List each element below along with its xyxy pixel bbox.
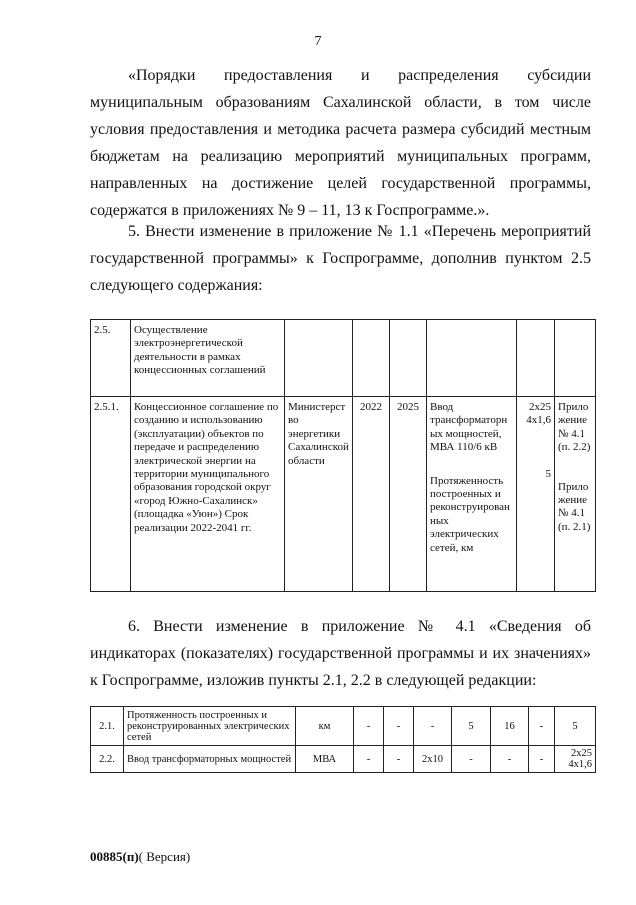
- value-2: 5: [545, 467, 551, 480]
- measures-table: [90, 319, 596, 592]
- value-1: 2x25 4x1,6: [526, 401, 551, 427]
- table-row: [91, 320, 596, 397]
- indicator-2: Протяженность построенных и реконструированных электрических сетей, км: [430, 474, 510, 554]
- paragraph-item-5: 5. Внести изменение в приложение № 1.1 «Перечень мероприятий государственной программы» к Госпрограмме, дополнив пунктом 2.5 следующего содержания:: [90, 223, 591, 294]
- reference-2: Приложение № 4.1 (п. 2.1): [558, 480, 591, 533]
- value-cell: -: [354, 746, 384, 773]
- start-year: 2022: [353, 397, 390, 592]
- document-code: 00885(п): [90, 849, 139, 864]
- version-label: ( Версия): [138, 849, 191, 864]
- unit: км: [296, 707, 354, 746]
- value-cell: 16: [491, 707, 529, 746]
- page-number: 7: [314, 34, 322, 49]
- value-cell: 5: [555, 707, 596, 746]
- refs-cell: [555, 397, 596, 592]
- value-cell: 2x10: [414, 746, 452, 773]
- table-row: [91, 746, 596, 773]
- executor: Министерство энергетики Сахалинской области: [285, 397, 353, 592]
- value-cell: -: [384, 746, 414, 773]
- reference-1: Приложение № 4.1 (п. 2.2): [558, 401, 591, 454]
- end-year: 2025: [390, 397, 427, 592]
- value-cell: 2x25 4x1,6: [555, 746, 596, 773]
- table-row: [91, 397, 596, 592]
- value-cell: -: [452, 746, 491, 773]
- footer: [90, 849, 190, 865]
- row-number: 2.5.1.: [91, 397, 131, 592]
- value-cell: -: [529, 746, 555, 773]
- value-cell: 5: [452, 707, 491, 746]
- paragraph-procedures: «Порядки предоставления и распределения субсидии муниципальным образованиям Сахалинской области, в том числе условия предоставления и методика расчета размера субсидий местным бюджетам на реализацию мероприятий муниципальных программ, направленных на достижение целей государственной программы, содержатся в приложениях № 9 – 11, 13 к Госпрограмме.».: [90, 67, 591, 219]
- value-cell: -: [384, 707, 414, 746]
- indicator-1: Ввод трансформаторных мощностей, МВА 110/6 кВ: [430, 401, 508, 454]
- row-number: 2.5.: [91, 320, 131, 397]
- table-row: [91, 707, 596, 746]
- indicator-name: Ввод трансформаторных мощностей: [124, 746, 296, 773]
- value-cell: -: [491, 746, 529, 773]
- value-cell: -: [414, 707, 452, 746]
- indicators-cell: [427, 397, 517, 592]
- value-cell: -: [529, 707, 555, 746]
- measure-name: Осуществление электроэнергетической деятельности в рамках концессионных соглашений: [131, 320, 285, 397]
- measure-name: Концессионное соглашение по созданию и использованию (эксплуатации) объектов по передаче и распределению электрической энергии на территории муниципального образования городской округ «город Южно-Сахалинск» (площадка «Уюн») Срок реализации 2022-2041 гг.: [131, 397, 285, 592]
- paragraph-item-6: 6. Внести изменение в приложение № 4.1 «Сведения об индикаторах (показателях) государственной программы и их значениях» к Госпрограмме, изложив пункты 2.1, 2.2 в следующей редакции:: [90, 618, 591, 689]
- row-number: 2.2.: [91, 746, 124, 773]
- values-cell: [517, 397, 555, 592]
- value-cell: -: [354, 707, 384, 746]
- row-number: 2.1.: [91, 707, 124, 746]
- indicators-table: [90, 706, 596, 773]
- unit: МВА: [296, 746, 354, 773]
- indicator-name: Протяженность построенных и реконструированных электрических сетей: [124, 707, 296, 746]
